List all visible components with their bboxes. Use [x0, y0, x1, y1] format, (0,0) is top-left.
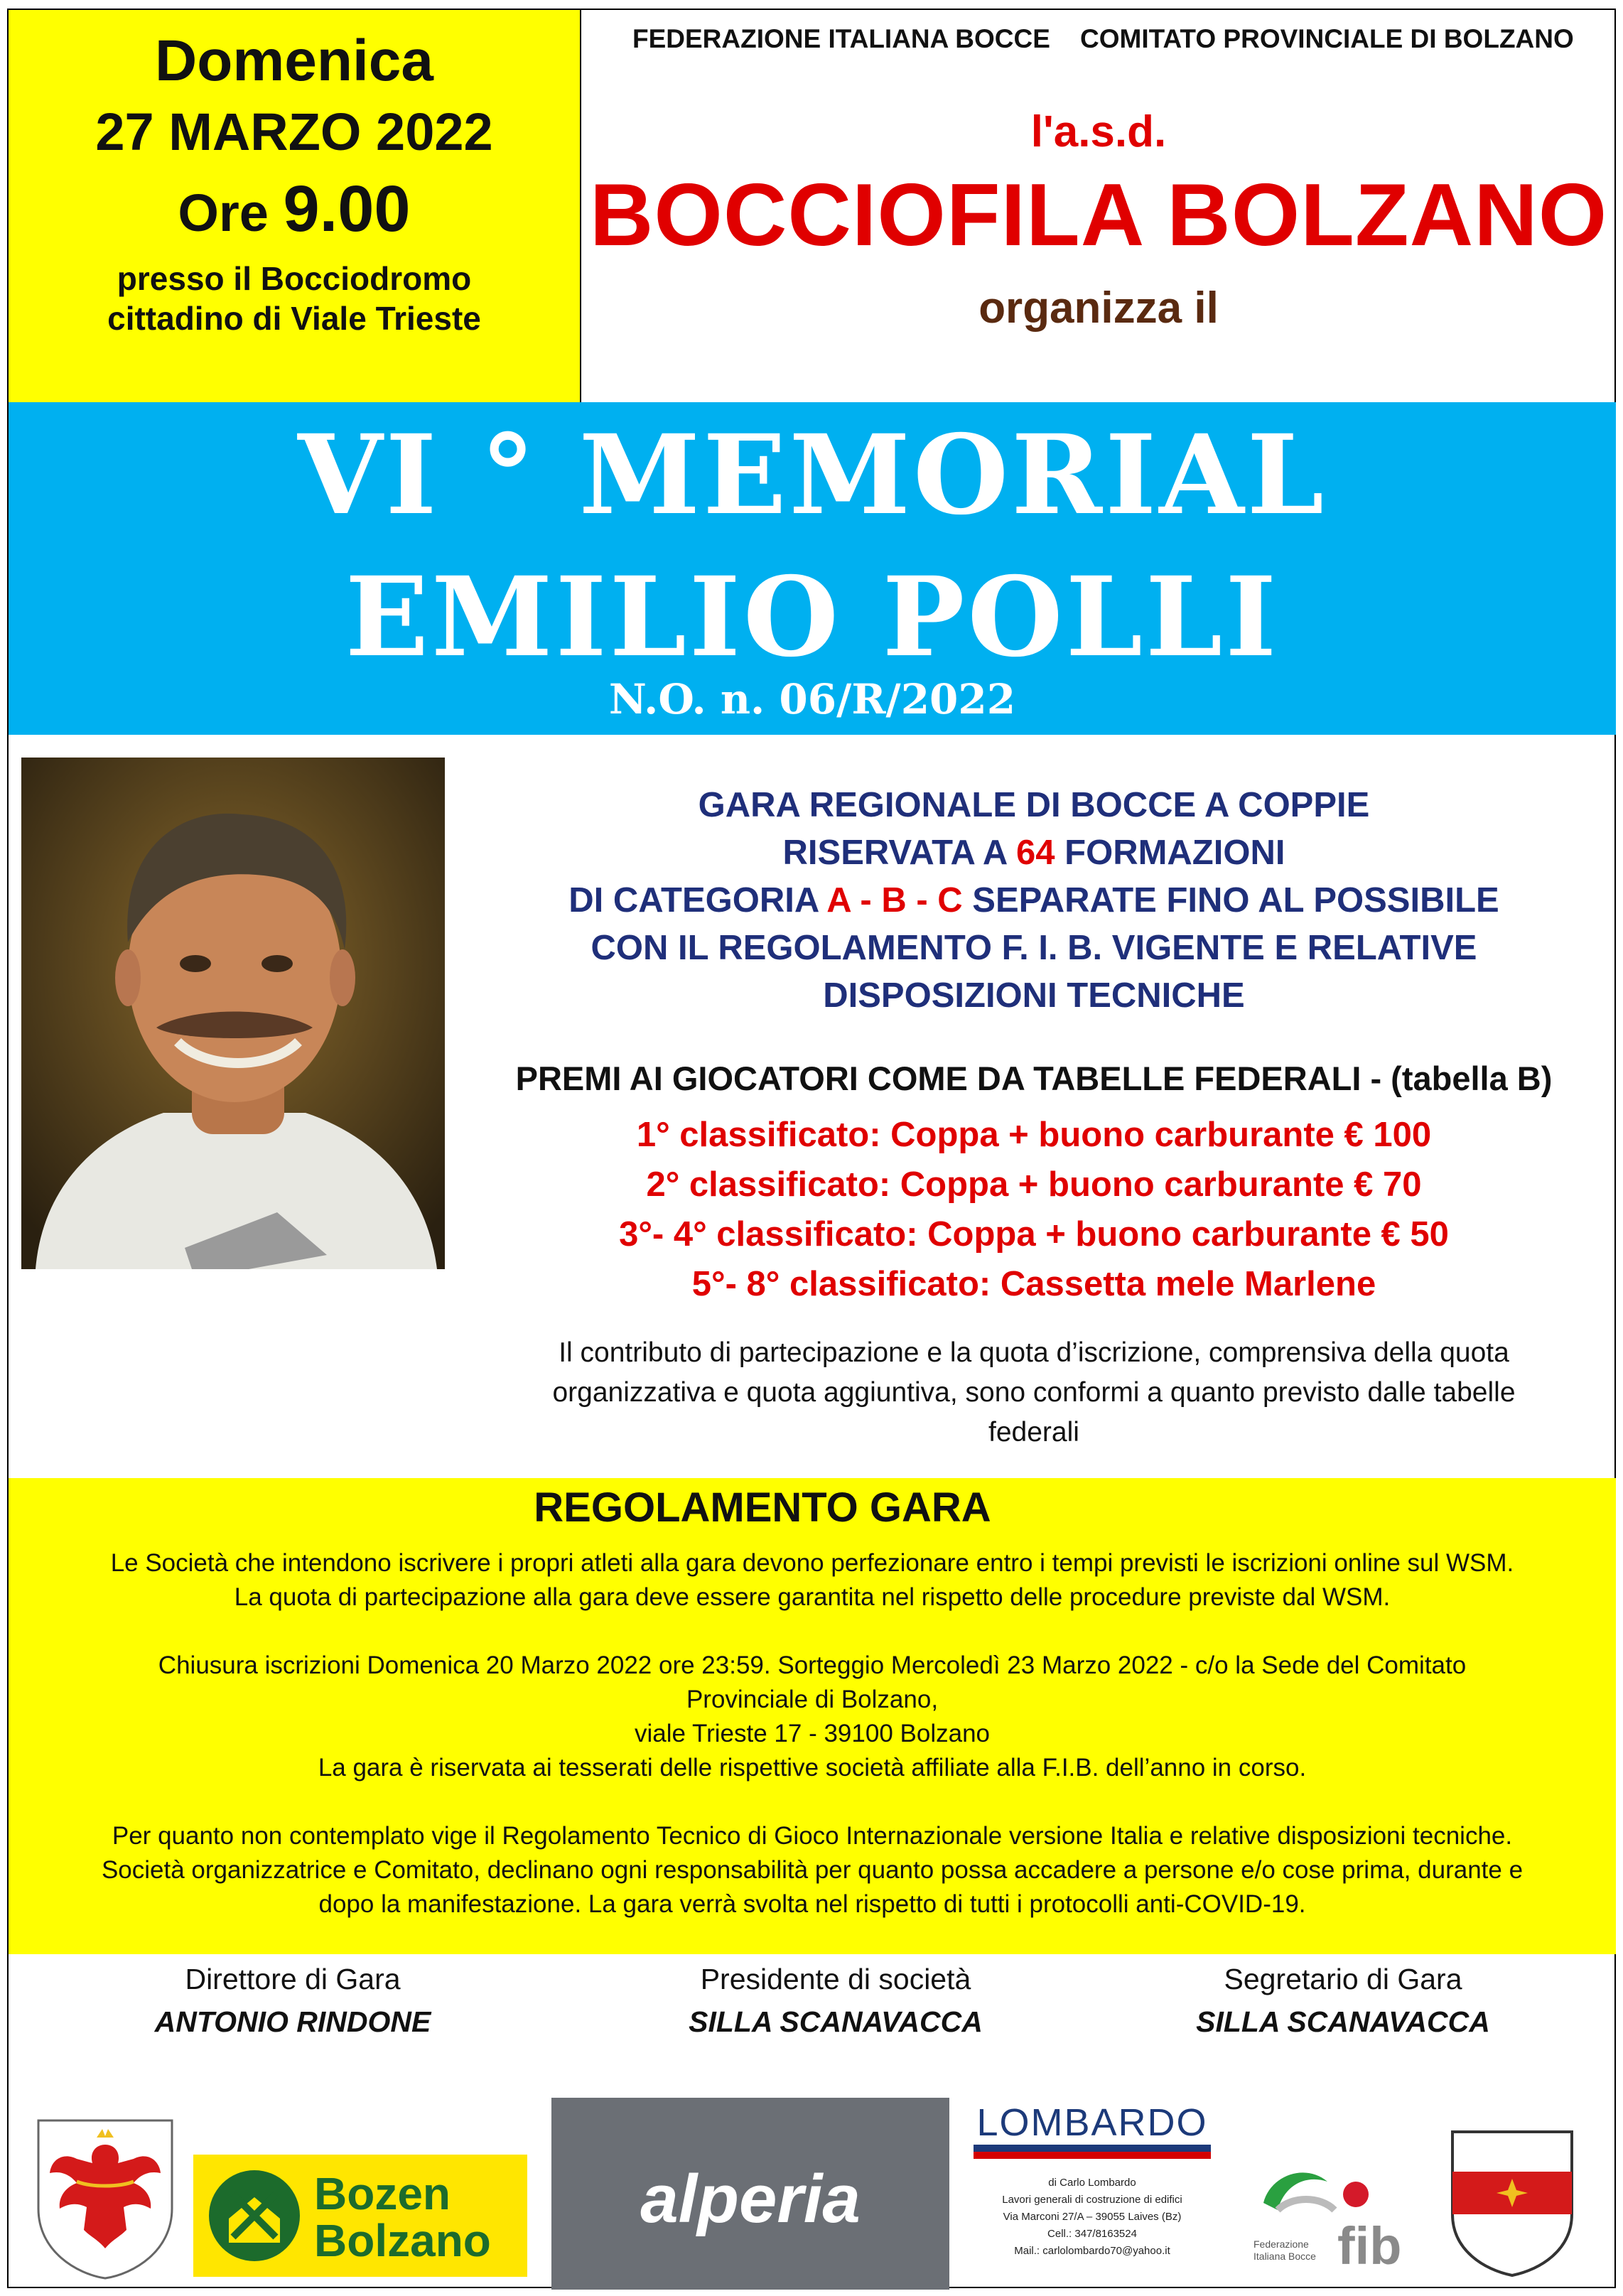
- tyrol-eagle-logo: [34, 2116, 176, 2280]
- regulation-text: [28, 1546, 1596, 1922]
- memorial-title-line2: EMILIO POLLI: [345, 553, 1280, 681]
- fib-logo: [1249, 2153, 1420, 2274]
- fib-caption: Federazione Italiana Bocce: [1253, 2238, 1316, 2262]
- signature-club-president: Presidente di società SILLA SCANAVACCA: [689, 1963, 983, 2038]
- event-line2: RISERVATA A 64 FORMAZIONI: [782, 834, 1285, 872]
- federation-name: FEDERAZIONE ITALIANA BOCCE: [632, 24, 1050, 53]
- signature-race-director: Direttore di Gara ANTONIO RINDONE: [154, 1963, 431, 2038]
- permit-number: N.O. n. 06/R/2022: [608, 675, 1016, 723]
- raiffeisen-name: Bozen Bolzano: [314, 2168, 491, 2266]
- organizes-label: organizza il: [978, 284, 1219, 333]
- prize-item: 3°- 4° classificato: Coppa + buono carburante € 50: [619, 1215, 1449, 1254]
- eagle-icon: [34, 2116, 176, 2280]
- contribution-note: Il contributo di partecipazione e la quota d’iscrizione, comprensiva della quota organizzativa e quota aggiuntiva, sono conformi a quanto previsto dalle tabelle federali: [552, 1337, 1516, 1448]
- prize-item: 5°- 8° classificato: Cassetta mele Marlene: [691, 1265, 1376, 1303]
- prizes-list: [445, 1110, 1623, 1309]
- raiffeisen-gable-icon: [193, 2155, 314, 2277]
- prizes-heading: PREMI AI GIOCATORI COME DA TABELLE FEDERALI - (tabella B): [515, 1060, 1553, 1097]
- alperia-name: alperia: [640, 2161, 861, 2237]
- lombardo-name: LOMBARDO: [976, 2101, 1208, 2144]
- raiffeisen-logo: [193, 2155, 527, 2277]
- asd-label: l'a.s.d.: [1030, 107, 1167, 156]
- regulation-paragraph: Chiusura iscrizioni Domenica 20 Marzo 2022 ore 23:59. Sorteggio Mercoledì 23 Marzo 2022 - c/o la Sede del Comitato Provinciale di Bolzano, viale Trieste 17 - 39100 Bolzano La gara è riservata ai tesserati delle rispettive società affiliate alla F.I.B. dell’anno in corso.: [158, 1651, 1467, 1782]
- club-name: BOCCIOFILA BOLZANO: [589, 166, 1608, 264]
- event-time: Ore 9.00: [178, 173, 411, 245]
- signature-race-secretary: Segretario di Gara SILLA SCANAVACCA: [1196, 1963, 1490, 2038]
- portrait-illustration: [21, 758, 445, 1269]
- memorial-title-line1: VI ° MEMORIAL: [297, 411, 1327, 539]
- bolzano-shield-logo: [1448, 2129, 1576, 2278]
- prize-item: 2° classificato: Coppa + buono carburante € 70: [646, 1165, 1422, 1204]
- event-venue-line2: cittadino di Viale Trieste: [107, 300, 481, 337]
- event-description: [445, 782, 1623, 1020]
- regulation-paragraph: Le Società che intendono iscrivere i propri atleti alla gara devono perfezionare entro i tempi previsti le iscrizioni online sul WSM. La quota di partecipazione alla gara deve essere garantita nel rispetto delle procedure previste dal WSM.: [110, 1549, 1514, 1611]
- event-date-box: [9, 10, 581, 402]
- committee-name: COMITATO PROVINCIALE DI BOLZANO: [1080, 24, 1574, 53]
- fib-mark: fib: [1337, 2216, 1402, 2275]
- event-line4: CON IL REGOLAMENTO F. I. B. VIGENTE E RELATIVE: [591, 929, 1477, 967]
- regulation-paragraph: Per quanto non contemplato vige il Regolamento Tecnico di Gioco Internazionale versione Italia e relative disposizioni tecniche. Società organizzatrice e Comitato, declinano ogni responsabilità per quanto possa accadere a persone e/o cose prima, durante e dopo la manifestazione. La gara verrà svolta nel rispetto di tutti i protocolli anti-COVID-19.: [101, 1822, 1524, 1918]
- event-line5: DISPOSIZIONI TECNICHE: [823, 976, 1245, 1015]
- event-line1: GARA REGIONALE DI BOCCE A COPPIE: [698, 786, 1370, 824]
- prize-item: 1° classificato: Coppa + buono carburante € 100: [636, 1116, 1432, 1154]
- lombardo-stripes: [974, 2145, 1211, 2159]
- alperia-logo: [551, 2098, 949, 2290]
- portrait-photo: [21, 758, 445, 1269]
- event-line3: DI CATEGORIA A - B - C SEPARATE FINO AL POSSIBILE: [568, 881, 1499, 920]
- shield-icon: [1448, 2129, 1576, 2278]
- regulation-title: REGOLAMENTO GARA: [534, 1484, 991, 1531]
- event-venue-line1: presso il Bocciodromo: [117, 260, 472, 297]
- lombardo-logo: LOMBARDO di Carlo Lombardo Lavori generali di costruzione di edifici Via Marconi 27/A – 39055 Laives (Bz) Cell.: 347/8163524 Mail.: carlolombardo70@yahoo.it: [961, 2098, 1224, 2288]
- event-date: 27 MARZO 2022: [95, 102, 493, 161]
- event-day: Domenica: [155, 28, 433, 93]
